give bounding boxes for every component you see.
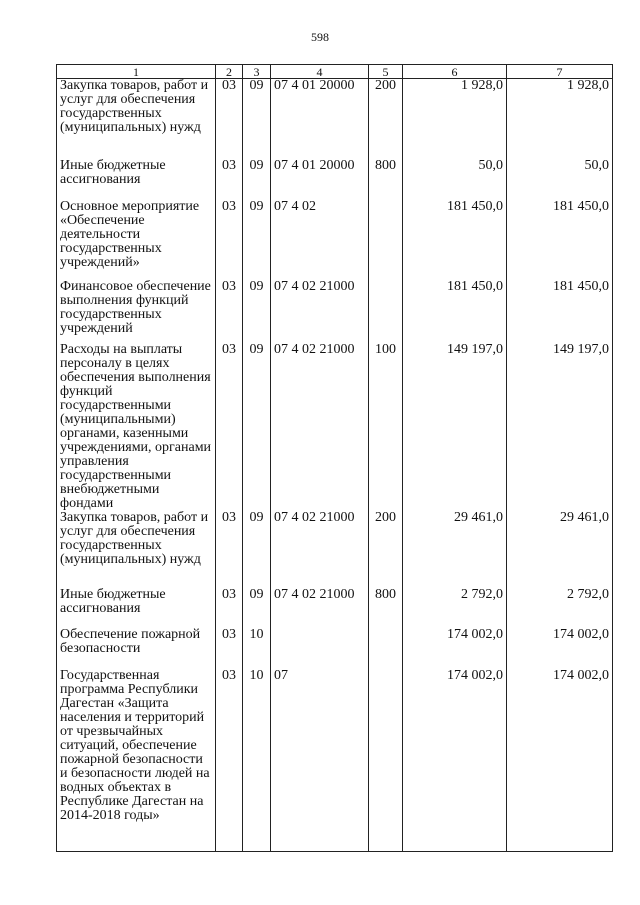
table-row <box>57 159 613 200</box>
amount-col6: 1 928,0 <box>403 79 507 159</box>
table-row <box>57 628 613 669</box>
target-article-code: 07 4 01 20000 <box>271 79 369 159</box>
subsection-code: 09 <box>243 511 271 588</box>
target-article-code: 07 4 02 21000 <box>271 343 369 511</box>
amount-col6: 29 461,0 <box>403 511 507 588</box>
table-row <box>57 588 613 628</box>
target-article-code <box>271 628 369 669</box>
table-row <box>57 511 613 588</box>
amount-col7: 181 450,0 <box>507 280 613 343</box>
section-code: 03 <box>216 588 243 628</box>
amount-col7: 149 197,0 <box>507 343 613 511</box>
amount-col6: 181 450,0 <box>403 200 507 280</box>
budget-table <box>56 64 613 852</box>
expense-name: Иные бюджетные ассигнования <box>57 588 216 628</box>
section-code: 03 <box>216 669 243 852</box>
column-header: 4 <box>271 65 369 79</box>
amount-col6: 174 002,0 <box>403 628 507 669</box>
column-header: 2 <box>216 65 243 79</box>
section-code: 03 <box>216 280 243 343</box>
table-row <box>57 343 613 511</box>
amount-col6: 174 002,0 <box>403 669 507 852</box>
page-number: 598 <box>311 30 329 44</box>
subsection-code: 10 <box>243 628 271 669</box>
expense-type-code: 100 <box>369 343 403 511</box>
subsection-code: 09 <box>243 200 271 280</box>
subsection-code: 09 <box>243 159 271 200</box>
expense-type-code: 200 <box>369 511 403 588</box>
expense-name: Иные бюджетные ассигнования <box>57 159 216 200</box>
target-article-code: 07 4 02 21000 <box>271 588 369 628</box>
expense-type-code <box>369 280 403 343</box>
table-row <box>57 79 613 159</box>
table-row <box>57 200 613 280</box>
amount-col7: 2 792,0 <box>507 588 613 628</box>
expense-name: Государственная программа Республики Дагестан «Защита населения и территорий от чрезвычайных ситуаций, обеспечение пожарной безопасности и безопасности людей на водных объектах в Республике Дагестан на 2014-2018 годы» <box>57 669 216 852</box>
amount-col7: 1 928,0 <box>507 79 613 159</box>
section-code: 03 <box>216 628 243 669</box>
amount-col6: 181 450,0 <box>403 280 507 343</box>
table-row <box>57 669 613 852</box>
section-code: 03 <box>216 200 243 280</box>
expense-name: Основное мероприятие «Обеспечение деятельности государственных учреждений» <box>57 200 216 280</box>
amount-col6: 50,0 <box>403 159 507 200</box>
column-header: 5 <box>369 65 403 79</box>
section-code: 03 <box>216 511 243 588</box>
subsection-code: 09 <box>243 588 271 628</box>
amount-col7: 181 450,0 <box>507 200 613 280</box>
expense-type-code: 800 <box>369 159 403 200</box>
expense-name: Обеспечение пожарной безопасности <box>57 628 216 669</box>
expense-type-code <box>369 200 403 280</box>
target-article-code: 07 4 01 20000 <box>271 159 369 200</box>
target-article-code: 07 4 02 <box>271 200 369 280</box>
header-row <box>57 65 613 79</box>
expense-name: Закупка товаров, работ и услуг для обеспечения государственных (муниципальных) нужд <box>57 511 216 588</box>
expense-name: Расходы на выплаты персоналу в целях обеспечения выполнения функций государственными (муниципальными) органами, казенными учреждениями, органами управления государственными внебюджетными фондами <box>57 343 216 511</box>
section-code: 03 <box>216 343 243 511</box>
expense-type-code: 800 <box>369 588 403 628</box>
subsection-code: 10 <box>243 669 271 852</box>
expense-name: Закупка товаров, работ и услуг для обеспечения государственных (муниципальных) нужд <box>57 79 216 159</box>
amount-col7: 174 002,0 <box>507 669 613 852</box>
column-header: 7 <box>507 65 613 79</box>
column-header: 3 <box>243 65 271 79</box>
amount-col7: 50,0 <box>507 159 613 200</box>
section-code: 03 <box>216 79 243 159</box>
target-article-code: 07 <box>271 669 369 852</box>
section-code: 03 <box>216 159 243 200</box>
subsection-code: 09 <box>243 280 271 343</box>
subsection-code: 09 <box>243 343 271 511</box>
amount-col7: 174 002,0 <box>507 628 613 669</box>
amount-col7: 29 461,0 <box>507 511 613 588</box>
column-header: 6 <box>403 65 507 79</box>
amount-col6: 2 792,0 <box>403 588 507 628</box>
expense-name: Финансовое обеспечение выполнения функций государственных учреждений <box>57 280 216 343</box>
expense-type-code <box>369 628 403 669</box>
table-row <box>57 280 613 343</box>
amount-col6: 149 197,0 <box>403 343 507 511</box>
expense-type-code <box>369 669 403 852</box>
target-article-code: 07 4 02 21000 <box>271 280 369 343</box>
target-article-code: 07 4 02 21000 <box>271 511 369 588</box>
column-header: 1 <box>57 65 216 79</box>
expense-type-code: 200 <box>369 79 403 159</box>
subsection-code: 09 <box>243 79 271 159</box>
